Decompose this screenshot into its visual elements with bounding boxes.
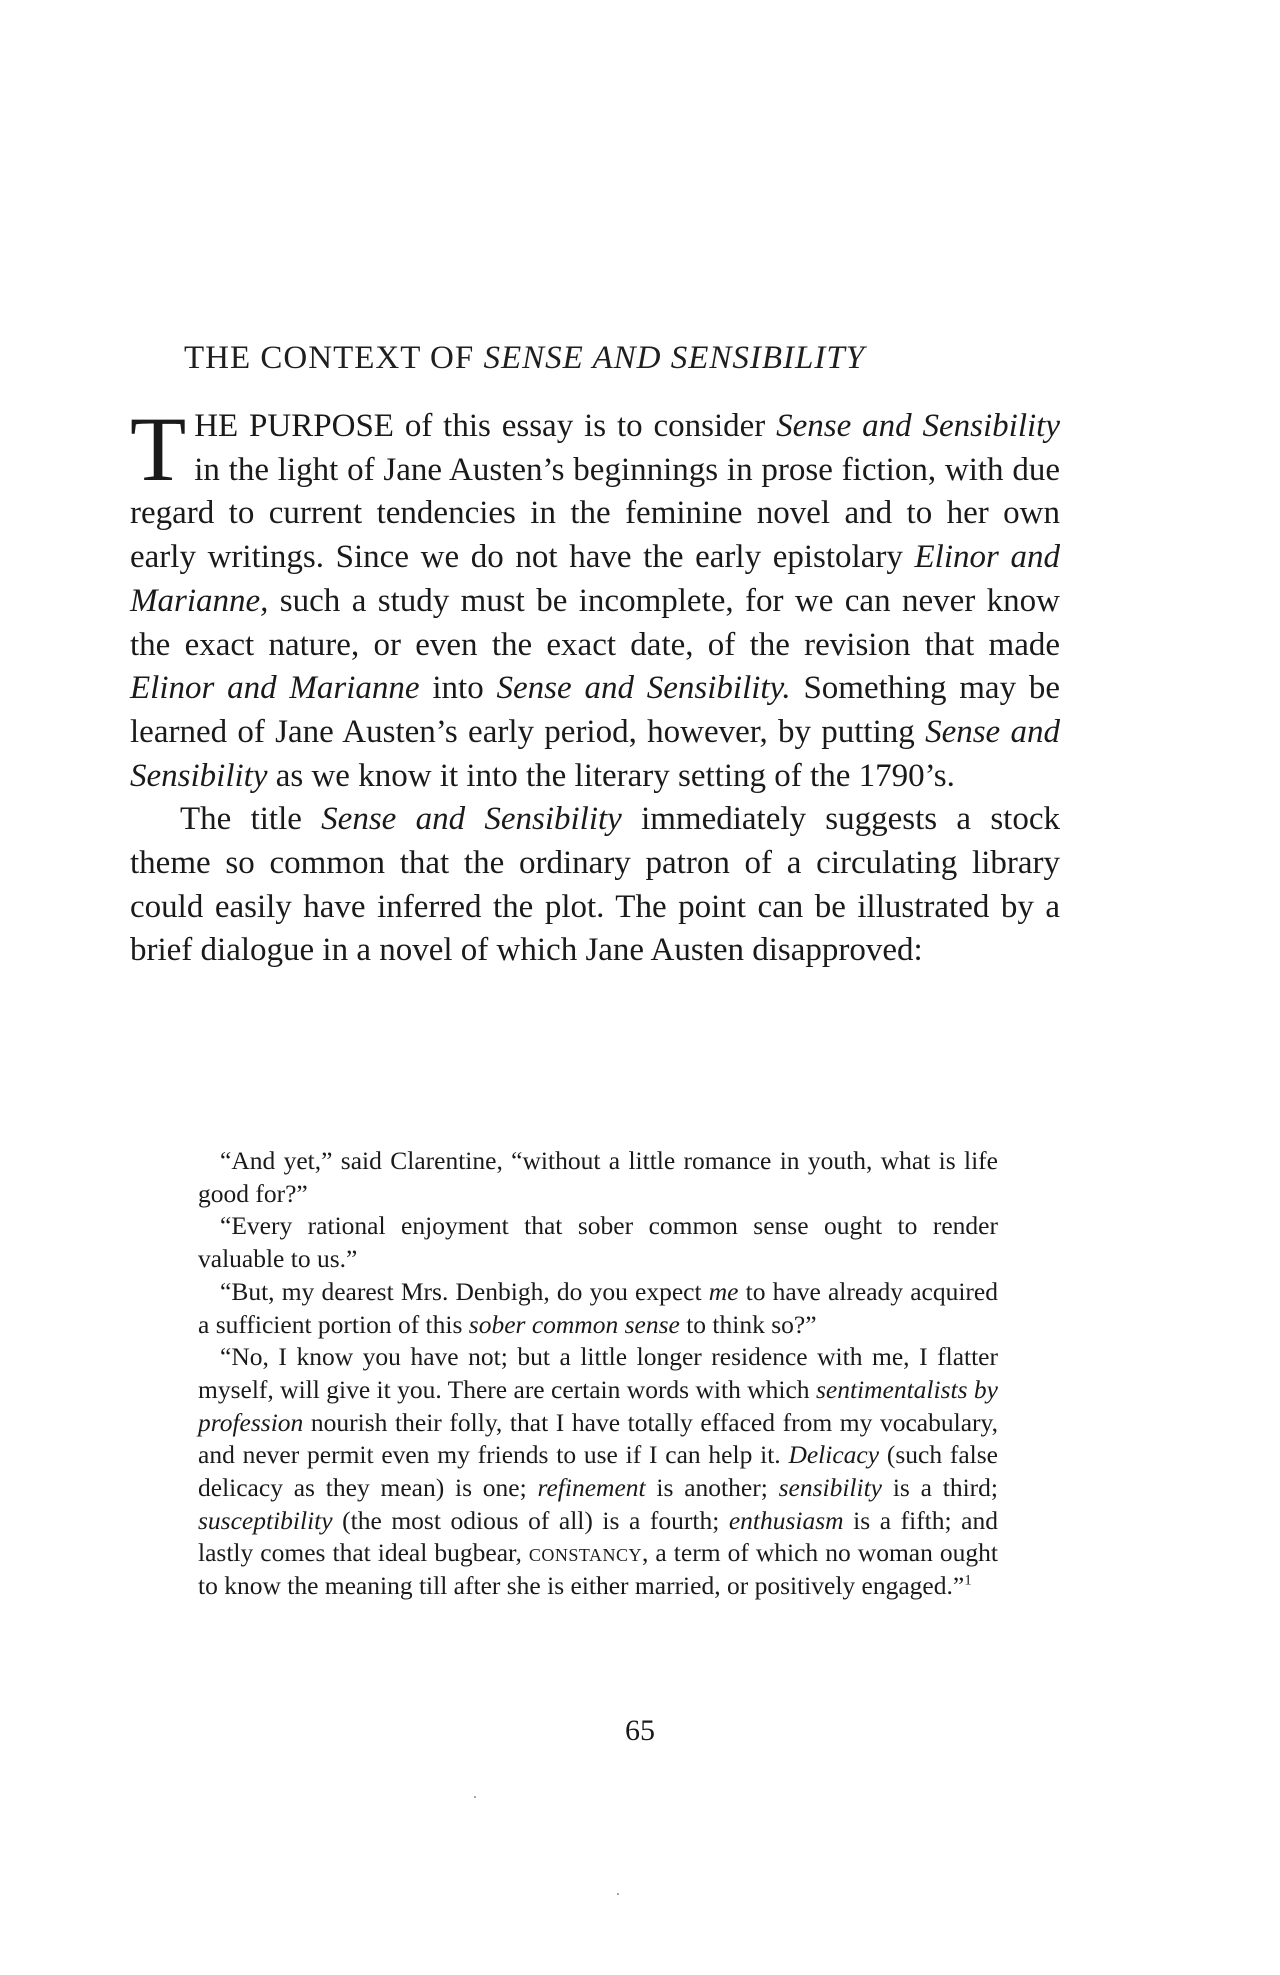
quote-4-smallcaps: constancy	[528, 1538, 642, 1568]
quote-4-italic-3: refinement	[537, 1473, 646, 1503]
quote-4-text-a: “No, I know you have not; but a little longer residence with me, I flatter myself, will give it you. There are certain words with which	[198, 1342, 998, 1404]
chapter-title-text: THE CONTEXT OF	[184, 340, 484, 376]
quote-4-italic-1: sentimentalists by profession	[198, 1374, 998, 1437]
quote-4-text-h: , a term of which no woman ought to know the meaning till after she is either married, or positively engaged.”	[198, 1538, 998, 1601]
quote-4-text-b: nourish their folly, that I have totally effaced from my vocabulary, and never permit even my friends to use if I can help it.	[198, 1407, 998, 1470]
paragraph-1-text-5: Something may be learned of Jane Austen’s early period, however, by putting	[130, 670, 1061, 750]
paragraph-1-italic-4: Sense and Sensibility.	[496, 670, 791, 707]
quote-4-italic-4: sensibility	[778, 1473, 883, 1503]
paragraph-2-text-1: The title	[180, 801, 322, 838]
paragraph-1-text-4: into	[419, 670, 497, 707]
block-quote	[198, 1145, 998, 1603]
paragraph-2-italic-1: Sense and Sensibility	[321, 801, 622, 838]
paragraph-1-italic-1: Sense and Sensibility	[776, 408, 1060, 444]
drop-cap: T	[130, 398, 187, 500]
quote-3-text-b: to have already acquired a sufficient portion of this	[198, 1276, 998, 1339]
quote-3-italic-2: sober common sense	[468, 1309, 680, 1339]
quote-3-text-a: “But, my dearest Mrs. Denbigh, do you expect	[220, 1276, 709, 1306]
quote-4-text-g: is a fifth; and lastly comes that ideal bugbear,	[198, 1505, 998, 1568]
quote-4-text-f: (the most odious of all) is a fourth;	[332, 1505, 729, 1535]
page-number: 65	[625, 1714, 655, 1747]
paragraph-1-italic-2: Elinor and Marianne,	[130, 539, 1061, 619]
footnote-marker[interactable]: 1	[964, 1572, 972, 1589]
paragraph-1-text-3: such a study must be incomplete, for we can never know the exact nature, or even the exact date, of the revision that made	[130, 582, 1060, 663]
paragraph-1-italic-5: Sense and Sensibility	[130, 713, 1060, 794]
paragraph-1	[130, 398, 1061, 798]
chapter-title	[184, 340, 1064, 377]
scan-speck	[474, 1796, 476, 1798]
quote-paragraph-3	[198, 1276, 998, 1341]
scan-speck	[617, 1893, 619, 1895]
body-text	[130, 398, 1061, 973]
paragraph-1-italic-3: Elinor and Marianne	[130, 670, 420, 707]
quote-4-text-c: (such false delicacy as they mean) is one;	[198, 1440, 998, 1503]
paragraph-1-text-2: in the light of Jane Austen’s beginnings in prose fiction, with due regard to current tendencies in the feminine novel and to her own early writings. Since we do not have the early epistolary	[130, 451, 1060, 576]
quote-4-italic-5: susceptibility	[198, 1505, 333, 1535]
quote-4-text-e: is a third;	[882, 1473, 998, 1503]
quote-4-text-d: is another;	[645, 1473, 779, 1503]
quote-paragraph-2: “Every rational enjoyment that sober common sense ought to render valuable to us.”	[198, 1211, 998, 1274]
quote-paragraph-4	[198, 1341, 998, 1603]
paragraph-2-text-2: immediately suggests a stock theme so common that the ordinary patron of a circulating library could easily have inferred the plot. The point can be illustrated by a brief dialogue in a novel of which Jane Austen disapproved:	[130, 801, 1060, 969]
quote-3-text-c: to think so?”	[679, 1309, 817, 1339]
paragraph-2	[130, 798, 1060, 973]
quote-paragraph-1: “And yet,” said Clarentine, “without a little romance in youth, what is life good for?”	[198, 1146, 998, 1208]
paragraph-1-text-6: as we know it into the literary setting of the 1790’s.	[267, 757, 955, 794]
quote-3-italic-1: me	[708, 1276, 739, 1306]
paragraph-1-text-1: HE PURPOSE of this essay is to consider	[194, 408, 777, 444]
chapter-title-italic: SENSE AND SENSIBILITY	[483, 340, 866, 376]
quote-4-italic-6: enthusiasm	[728, 1505, 844, 1535]
quote-4-italic-2: Delicacy	[788, 1440, 880, 1470]
